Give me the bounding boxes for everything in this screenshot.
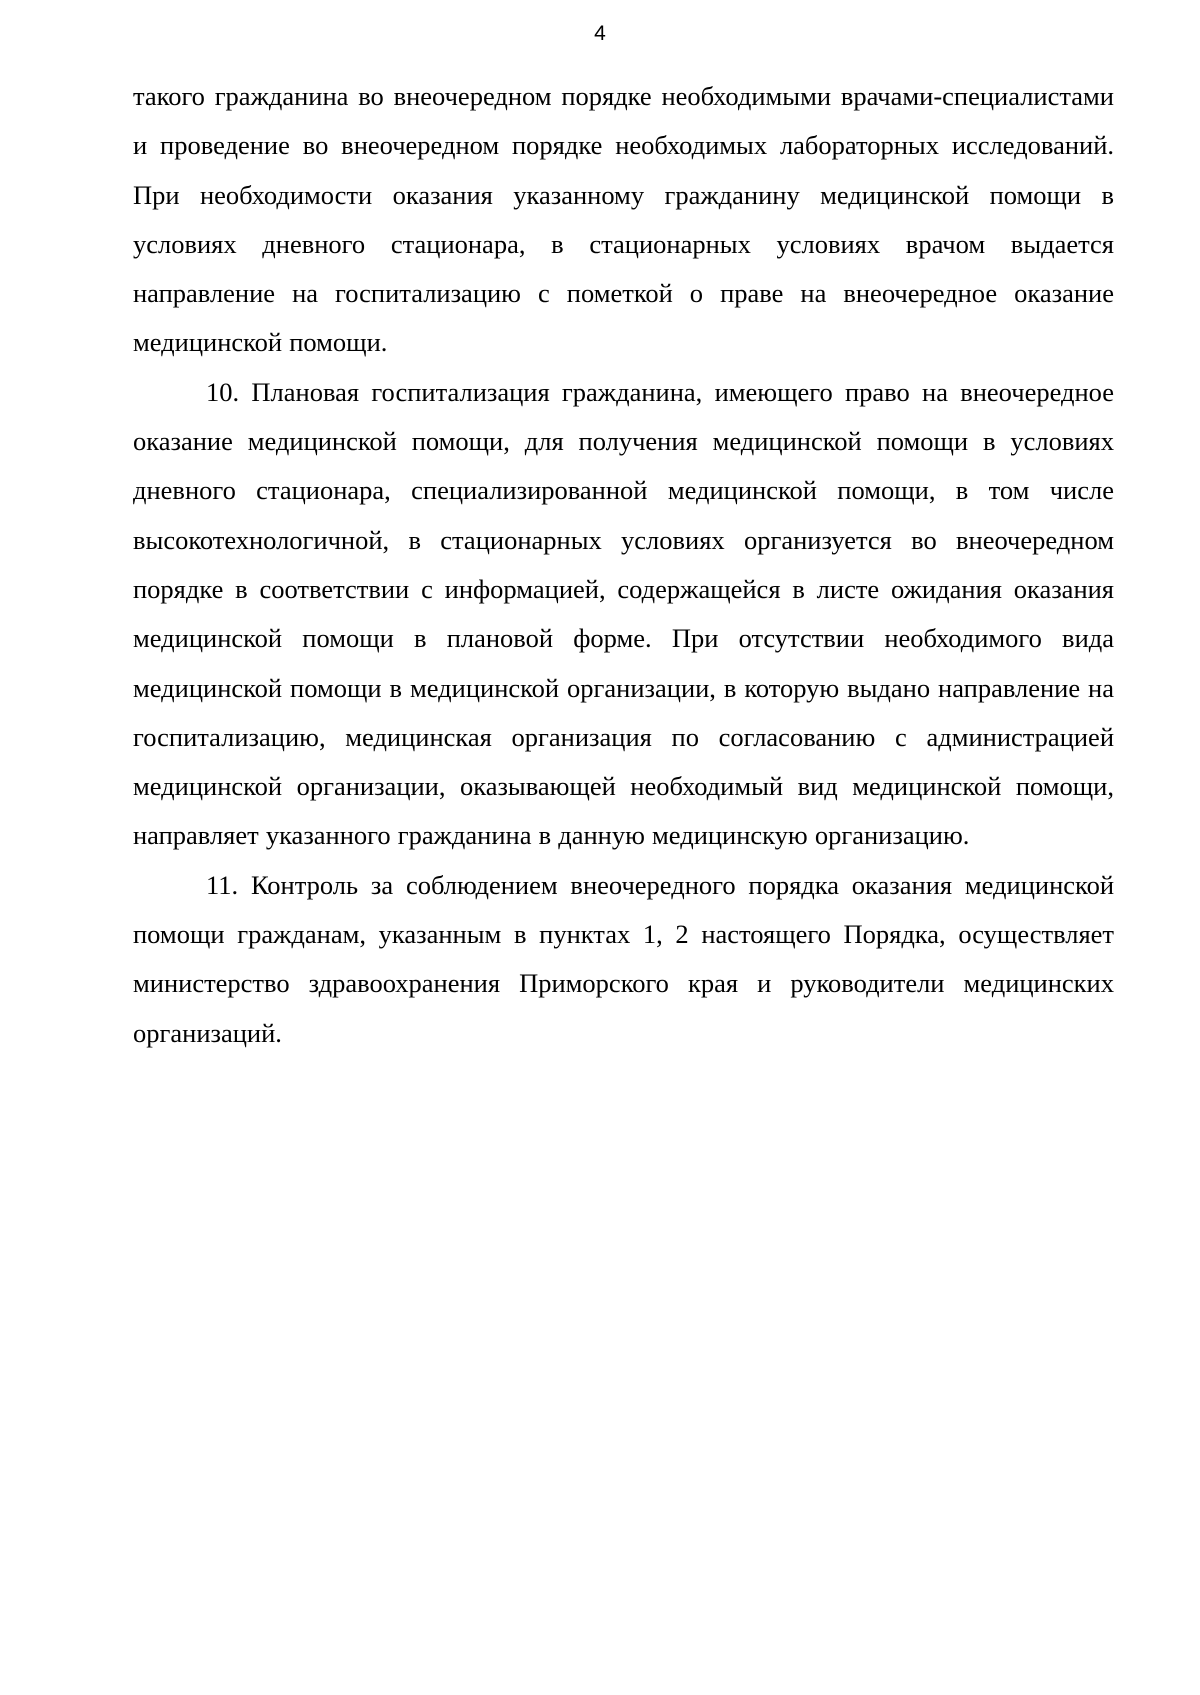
document-body <box>133 72 1114 1058</box>
paragraph-item-10: 10. Плановая госпитализация гражданина, имеющего право на внеочередное оказание медицинской помощи, для получения медицинской помощи в условиях дневного стационара, специализированной медицинской помощи, в том числе высокотехнологичной, в стационарных условиях организуется во внеочередном порядке в соответствии с информацией, содержащейся в листе ожидания оказания медицинской помощи в плановой форме. При отсутствии необходимого вида медицинской помощи в медицинской организации, в которую выдано направление на госпитализацию, медицинская организация по согласованию с администрацией медицинской организации, оказывающей необходимый вид медицинской помощи, направляет указанного гражданина в данную медицинскую организацию. <box>133 376 1114 851</box>
page-number: 4 <box>594 22 606 45</box>
paragraph-item-11: 11. Контроль за соблюдением внеочередного порядка оказания медицинской помощи гражданам, указанным в пунктах 1, 2 настоящего Порядка, осуществляет министерство здравоохранения Приморского края и руководители медицинских организаций. <box>133 869 1114 1048</box>
paragraph-continuation: такого гражданина во внеочередном порядке необходимыми врачами-специалистами и проведение во внеочередном порядке необходимых лабораторных исследований. При необходимости оказания указанному гражданину медицинской помощи в условиях дневного стационара, в стационарных условиях врачом выдается направление на госпитализацию с пометкой о праве на внеочередное оказание медицинской помощи. <box>133 81 1114 358</box>
